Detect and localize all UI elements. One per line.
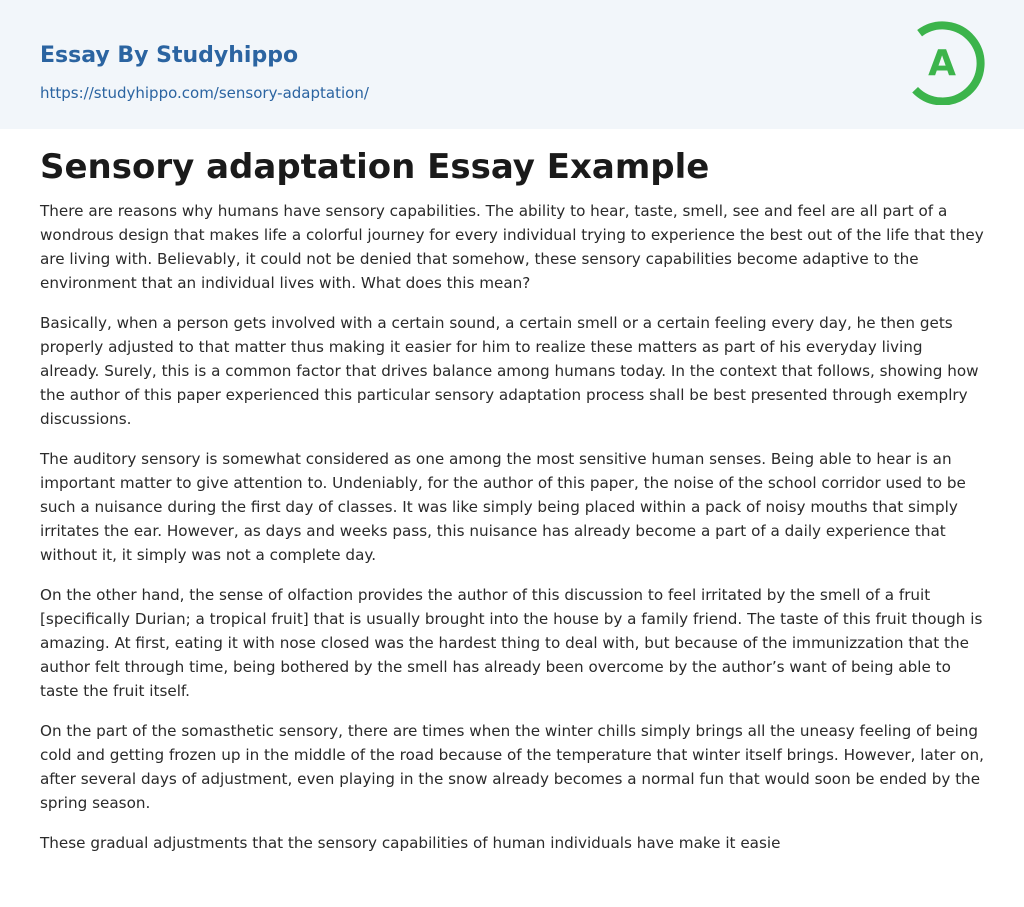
essay-paragraph: On the other hand, the sense of olfaction provides the author of this discussion to feel irritated by the smell of a fruit [specifically Durian; a tropical fruit] that is usually brought into the house by a family friend. The taste of this fruit though is amazing. At first, eating it with nose closed was the hardest thing to deal with, but because of the immunizzation that the author felt through time, being bothered by the smell has already been overcome by the author’s want of being able to taste the fruit itself. bbox=[40, 586, 983, 700]
essay-content bbox=[0, 129, 1024, 855]
essay-paragraph-truncated: These gradual adjustments that the sensory capabilities of human individuals have make it easie bbox=[40, 834, 781, 852]
site-header bbox=[0, 0, 1024, 129]
essay-url-link[interactable]: https://studyhippo.com/sensory-adaptation/ bbox=[40, 84, 369, 102]
essay-title: Sensory adaptation Essay Example bbox=[40, 147, 710, 187]
logo-letter: A bbox=[928, 43, 956, 84]
essay-paragraph: The auditory sensory is somewhat considered as one among the most sensitive human senses. Being able to hear is an important matter to give attention to. Undeniably, for the author of this paper, the noise of the school corridor used to be such a nuisance during the first day of classes. It was like simply being placed within a pack of noisy mouths that simply irritates the ear. However, as days and weeks pass, this nuisance has already become a part of a daily experience that without it, it simply was not a complete day. bbox=[40, 450, 966, 564]
essay-paragraph: On the part of the somasthetic sensory, there are times when the winter chills simply brings all the uneasy feeling of being cold and getting frozen up in the middle of the road because of the temperature that winter itself brings. However, later on, after several days of adjustment, even playing in the snow already becomes a normal fun that would soon be ended by the spring season. bbox=[40, 722, 984, 812]
essay-paragraph: There are reasons why humans have sensory capabilities. The ability to hear, taste, smell, see and feel are all part of a wondrous design that makes life a colorful journey for every individual trying to experience the best out of the life that they are living with. Believably, it could not be denied that somehow, these sensory capabilities become adaptive to the environment that an individual lives with. What does this mean? bbox=[40, 202, 984, 292]
studyhippo-logo-icon[interactable] bbox=[899, 19, 985, 105]
essay-paragraph: Basically, when a person gets involved with a certain sound, a certain smell or a certain feeling every day, he then gets properly adjusted to that matter thus making it easier for him to realize these matters as part of his everyday living already. Surely, this is a common factor that drives balance among humans today. In the context that follows, showing how the author of this paper experienced this particular sensory adaptation process shall be best presented through exemplry discussions. bbox=[40, 314, 979, 428]
site-brand[interactable]: Essay By Studyhippo bbox=[40, 43, 299, 68]
